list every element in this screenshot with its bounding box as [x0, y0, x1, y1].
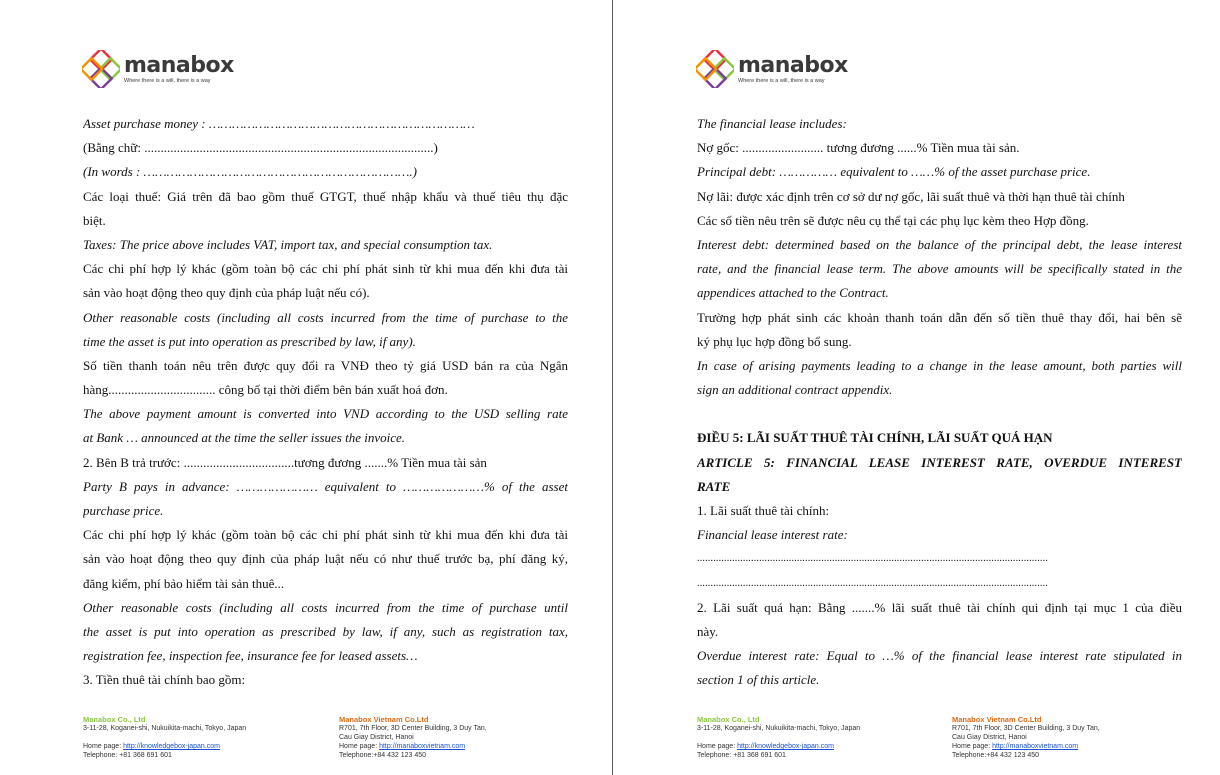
- text-line: sản vào hoạt động theo quy định của pháp luật nếu có như thuế trước bạ, phí đăng ký,: [83, 551, 568, 567]
- footer-jp-homepage-link[interactable]: http://knowledgebox-japan.com: [123, 743, 220, 750]
- footer-vn-telephone: Telephone:+84 432 123 450: [952, 752, 1039, 759]
- footer-jp-telephone: Telephone: +81 368 691 601: [83, 752, 172, 759]
- blank-line: [697, 402, 1182, 426]
- text-line: Other reasonable costs (including all costs incurred from the time of purchase until: [83, 599, 568, 615]
- text-line: rate, and the financial lease term. The above amounts will be specifically stated in the: [697, 261, 1182, 277]
- text-line: hàng................................. công bố tại thời điểm bên bán xuất hoá đơn.: [83, 382, 448, 398]
- text-line: Party B pays in advance: ………………… equivalent to …………………% of the asset: [83, 478, 568, 494]
- text-line: này.: [697, 623, 719, 639]
- text-line: Taxes: The price above includes VAT, import tax, and special consumption tax.: [83, 236, 493, 252]
- footer-jp-telephone: Telephone: +81 368 691 601: [697, 752, 786, 759]
- homepage-label: Home page:: [83, 743, 124, 750]
- footer-jp-address: 3-11-28, Koganei-shi, Nukuikita-machi, Tokyo, Japan: [697, 725, 861, 732]
- footer-vn-address-1: R701, 7th Floor, 3D Center Building, 3 Duy Tan,: [339, 725, 487, 732]
- brand-name: manabox: [124, 52, 234, 78]
- brand-name: manabox: [738, 52, 848, 78]
- left-page-body: [83, 112, 568, 693]
- homepage-label: Home page:: [339, 743, 380, 750]
- document-page-right: [613, 0, 1220, 775]
- footer-jp-homepage: [697, 742, 860, 751]
- text-line: 3. Tiền thuê tài chính bao gồm:: [83, 672, 246, 688]
- text-line: registration fee, inspection fee, insurance fee for leased assets…: [83, 648, 418, 664]
- article-heading-vi: ĐIỀU 5: LÃI SUẤT THUÊ TÀI CHÍNH, LÃI SUẤT QUÁ HẠN: [697, 430, 1053, 446]
- right-page-body: [697, 112, 1182, 693]
- footer-jp-homepage: [83, 742, 246, 751]
- text-line: sign an additional contract appendix.: [697, 382, 893, 398]
- text-line: The above payment amount is converted into VND according to the USD selling rate: [83, 406, 568, 422]
- text-line: (Bằng chữ: .........................................................................................): [83, 140, 438, 156]
- text-line: In case of arising payments leading to a change in the lease amount, both parties will: [697, 357, 1182, 373]
- footer-vn-name: Manabox Vietnam Co.Ltd: [952, 715, 1042, 724]
- text-line: the asset is put into operation as prescribed by law, if any, such as registration tax,: [83, 623, 568, 639]
- text-line: purchase price.: [83, 503, 164, 518]
- text-line: time the asset is put into operation as prescribed by law, if any).: [83, 333, 416, 349]
- manabox-logo: [82, 50, 234, 88]
- footer-vn-homepage-link[interactable]: http://manaboxvietnam.com: [379, 743, 466, 750]
- manabox-logo: [696, 50, 848, 88]
- homepage-label: Home page:: [697, 743, 738, 750]
- text-line: Các số tiền nêu trên sẽ được nêu cụ thể tại các phụ lục kèm theo Hợp đồng.: [697, 212, 1089, 228]
- text-line: section 1 of this article.: [697, 672, 820, 688]
- footer-vn-address-1: R701, 7th Floor, 3D Center Building, 3 Duy Tan,: [952, 725, 1100, 732]
- text-line: Trường hợp phát sinh các khoản thanh toán dẫn đến số tiền thuê thay đổi, hai bên sẽ: [697, 309, 1182, 325]
- footer-vn-homepage-link[interactable]: http://manaboxvietnam.com: [992, 743, 1079, 750]
- homepage-label: Home page:: [952, 743, 993, 750]
- footer-vn-telephone: Telephone:+84 432 123 450: [339, 752, 426, 759]
- text-line: Nợ gốc: ......................... tương đương ......% Tiền mua tài sản.: [697, 140, 1020, 156]
- text-line: (In words : …………………………………………………………….): [83, 164, 417, 180]
- footer-jp-homepage-link[interactable]: http://knowledgebox-japan.com: [737, 743, 834, 750]
- footer-vn-homepage: [339, 742, 487, 751]
- brand-tagline: Where there is a will, there is a way: [738, 77, 825, 84]
- text-line: ký phụ lục hợp đồng bổ sung.: [697, 333, 852, 349]
- text-line: đăng kiểm, phí bảo hiểm tài sản thuê...: [83, 575, 285, 591]
- text-line: 1. Lãi suất thuê tài chính:: [697, 503, 830, 518]
- footer-vn-homepage: [952, 742, 1100, 751]
- footer-vn-name: Manabox Vietnam Co.Ltd: [339, 715, 429, 724]
- text-line: Principal debt: …………… equivalent to ……% of the asset purchase price.: [697, 164, 1091, 180]
- text-line: Nợ lãi: được xác định trên cơ sở dư nợ gốc, lãi suất thuê và thời hạn thuê tài chính: [697, 188, 1125, 204]
- footer-vn-address-2: Cau Giay District, Hanoi: [952, 734, 1027, 741]
- text-line: Các chi phí hợp lý khác (gồm toàn bộ các chi phí phát sinh từ khi mua đến khi đưa tài: [83, 261, 568, 277]
- article-heading-en: ARTICLE 5: FINANCIAL LEASE INTEREST RATE, OVERDUE INTEREST: [697, 454, 1182, 470]
- text-line: Asset purchase money : ……………………………………………………………: [83, 116, 475, 131]
- fill-in-line: ..................................................................................................................................: [697, 553, 1048, 565]
- text-line: biệt.: [83, 212, 106, 228]
- footer-vn-address-2: Cau Giay District, Hanoi: [339, 734, 414, 741]
- text-line: Interest debt: determined based on the balance of the principal debt, the lease interest: [697, 236, 1182, 252]
- text-line: sản vào hoạt động theo quy định của pháp luật nếu có).: [83, 285, 370, 301]
- article-heading-en-cont: RATE: [697, 478, 731, 494]
- text-line: Các loại thuế: Giá trên đã bao gồm thuế GTGT, thuế nhập khẩu và thuế tiêu thụ đặc: [83, 188, 568, 204]
- text-line: Other reasonable costs (including all costs incurred from the time of purchase to the: [83, 309, 568, 325]
- text-line: The financial lease includes:: [697, 116, 847, 131]
- manabox-logo-icon: [82, 50, 120, 88]
- text-line: 2. Lãi suất quá hạn: Bằng .......% lãi suất thuê tài chính qui định tại mục 1 của điều: [697, 599, 1182, 615]
- footer-vn-company: [952, 715, 1100, 760]
- text-line: Financial lease interest rate:: [697, 527, 848, 543]
- manabox-logo-icon: [696, 50, 734, 88]
- footer-jp-company: [83, 715, 246, 760]
- text-line: Overdue interest rate: Equal to …% of the financial lease interest rate stipulated in: [697, 648, 1182, 664]
- text-line: Các chi phí hợp lý khác (gồm toàn bộ các chi phí phát sinh từ khi mua đến khi đưa tài: [83, 527, 568, 543]
- footer-vn-company: [339, 715, 487, 760]
- footer-jp-address: 3-11-28, Koganei-shi, Nukuikita-machi, Tokyo, Japan: [83, 725, 247, 732]
- text-line: 2. Bên B trả trước: ..................................tương đương .......% Tiền mua tài sản: [83, 454, 487, 470]
- footer-jp-company: [697, 715, 860, 760]
- text-line: Số tiền thanh toán nêu trên được quy đổi ra VNĐ theo tỷ giá USD bán ra của Ngân: [83, 357, 568, 373]
- brand-tagline: Where there is a will, there is a way: [124, 77, 211, 84]
- text-line: at Bank … announced at the time the seller issues the invoice.: [83, 430, 406, 446]
- fill-in-line: ..................................................................................................................................: [697, 577, 1048, 589]
- footer-jp-name: Manabox Co., Ltd: [83, 715, 146, 724]
- footer-jp-name: Manabox Co., Ltd: [697, 715, 760, 724]
- text-line: appendices attached to the Contract.: [697, 285, 889, 301]
